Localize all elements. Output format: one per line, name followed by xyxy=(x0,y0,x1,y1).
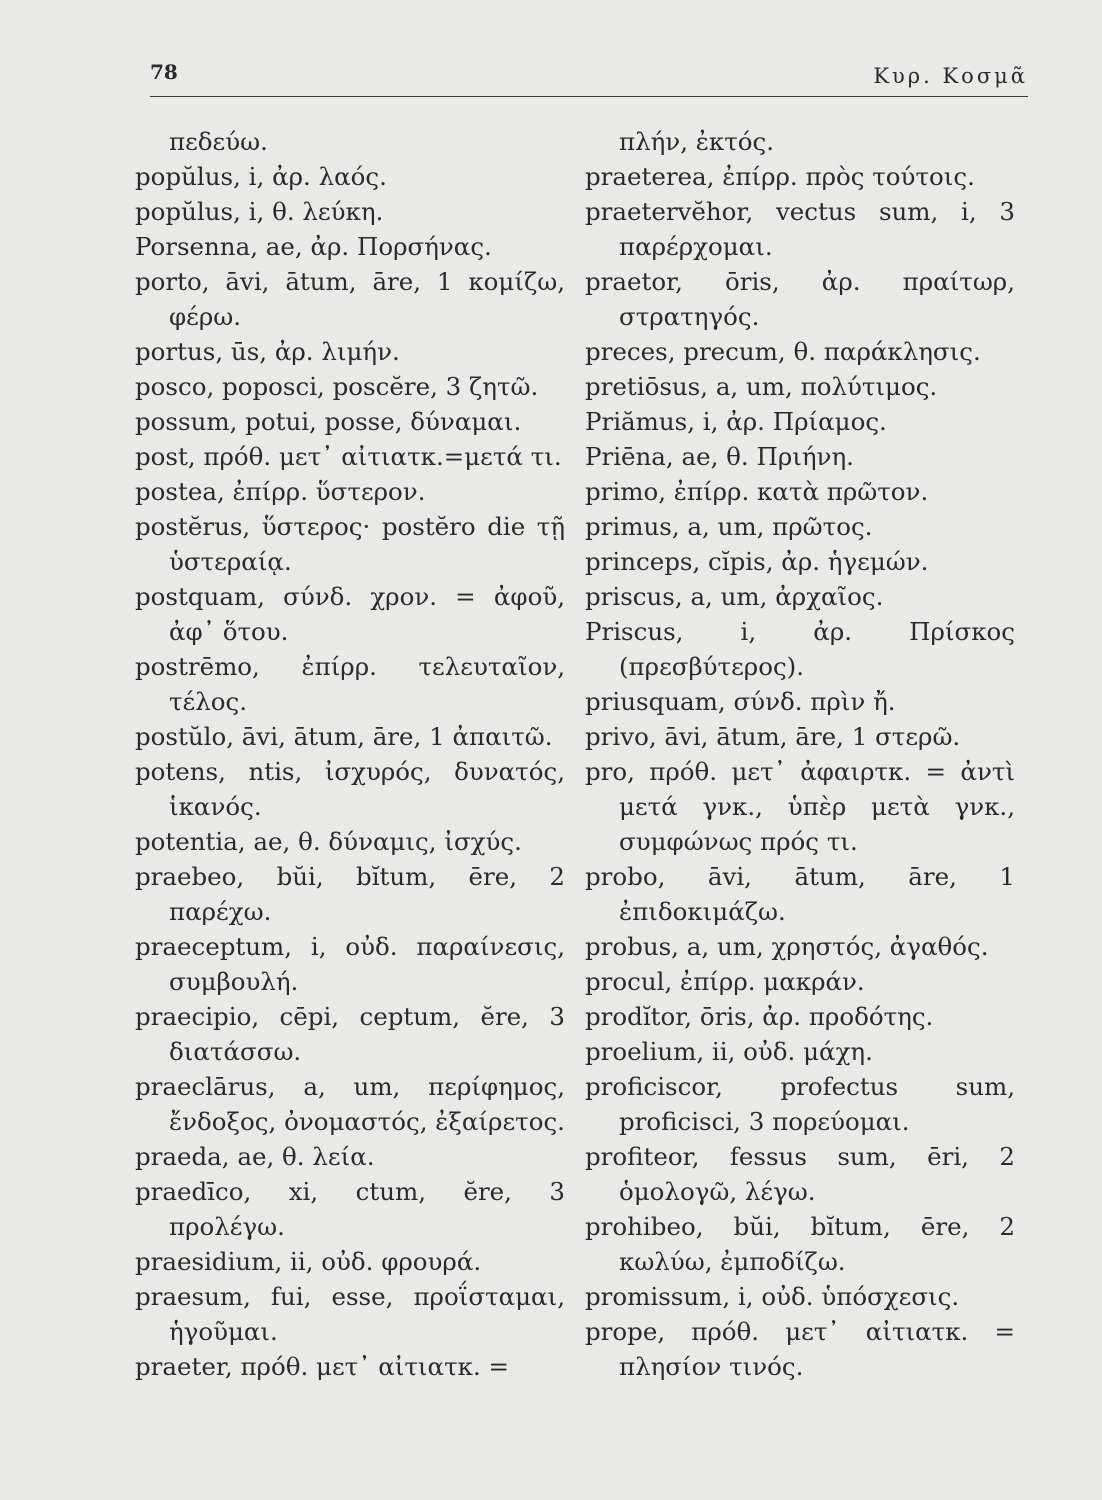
dictionary-entry: pro, πρόθ. μετ᾽ ἀφαιρτκ. = ἀντὶ μετά γνκ., ὑπὲρ μετὰ γνκ., συμφώνως πρός τι. xyxy=(585,757,1015,856)
dictionary-entry: prodĭtor, ōris, ἀρ. προδότης. xyxy=(585,1002,934,1031)
dictionary-entry: postĕrus, ὕστερος· postĕro die τῇ ὑστεραίᾳ. xyxy=(135,512,565,576)
dictionary-entry: potens, ntis, ἰσχυρός, δυνατός, ἱκανός. xyxy=(135,757,565,821)
dictionary-entry: praeclārus, a, um, περίφημος, ἔνδοξος, ὀνομαστός, ἐξαίρετος. xyxy=(135,1072,565,1136)
dictionary-entry: probus, a, um, χρηστός, ἀγαθός. xyxy=(585,932,989,961)
dictionary-entry: praebeo, bŭi, bĭtum, ēre, 2 παρέχω. xyxy=(135,862,565,926)
running-head: Κυρ. Κοσμᾶ xyxy=(873,64,1028,88)
dictionary-entry: procul, ἐπίρρ. μακράν. xyxy=(585,967,865,996)
dictionary-entry: πεδεύω. xyxy=(169,127,268,156)
dictionary-entry: princeps, cĭpis, ἀρ. ἡγεμών. xyxy=(585,547,929,576)
dictionary-entry: Priscus, i, ἀρ. Πρίσκος (πρεσβύτερος). xyxy=(585,617,1015,681)
dictionary-entry: potentia, ae, θ. δύναμις, ἰσχύς. xyxy=(135,827,522,856)
dictionary-entry: praesum, fui, esse, προΐσταμαι, ἡγοῦμαι. xyxy=(135,1282,565,1346)
page-header xyxy=(150,58,1028,97)
dictionary-entry: post, πρόθ. μετ᾽ αἰτιατκ.=μετά τι. xyxy=(135,442,562,471)
page-number: 78 xyxy=(150,60,178,84)
dictionary-entry: praecipio, cēpi, ceptum, ĕre, 3 διατάσσω. xyxy=(135,1002,565,1066)
dictionary-entry: Priămus, i, ἀρ. Πρίαμος. xyxy=(585,407,887,436)
dictionary-entry: praeterea, ἐπίρρ. πρὸς τούτοις. xyxy=(585,162,975,191)
dictionary-entry: priscus, a, um, ἀρχαῖος. xyxy=(585,582,884,611)
dictionary-entry: priusquam, σύνδ. πρὶν ἤ. xyxy=(585,687,896,716)
dictionary-entry: profiteor, fessus sum, ēri, 2 ὁμολογῶ, λέγω. xyxy=(585,1142,1015,1206)
dictionary-entry: praeter, πρόθ. μετ᾽ αἰτιατκ. = xyxy=(135,1352,510,1381)
dictionary-entry: praeda, ae, θ. λεία. xyxy=(135,1142,375,1171)
dictionary-entry: prohibeo, bŭi, bĭtum, ēre, 2 κωλύω, ἐμποδίζω. xyxy=(585,1212,1015,1276)
dictionary-entry: proficiscor, profectus sum, proficisci, 3 πορεύομαι. xyxy=(585,1072,1015,1136)
dictionary-entry: promissum, i, οὐδ. ὑπόσχεσις. xyxy=(585,1282,960,1311)
dictionary-entry: Porsenna, ae, ἀρ. Πορσήνας. xyxy=(135,232,492,261)
left-column xyxy=(135,124,565,1384)
dictionary-entry: popŭlus, i, θ. λεύκη. xyxy=(135,197,384,226)
dictionary-entry: praedīco, xi, ctum, ĕre, 3 προλέγω. xyxy=(135,1177,565,1241)
dictionary-entry: porto, āvi, ātum, āre, 1 κομίζω, φέρω. xyxy=(135,267,565,331)
dictionary-entry: postŭlo, āvi, ātum, āre, 1 ἀπαιτῶ. xyxy=(135,722,553,751)
dictionary-entry: primus, a, um, πρῶτος. xyxy=(585,512,873,541)
dictionary-entry: popŭlus, i, ἀρ. λαός. xyxy=(135,162,387,191)
dictionary-entry: probo, āvi, ātum, āre, 1 ἐπιδοκιμάζω. xyxy=(585,862,1015,926)
dictionary-entry: πλήν, ἐκτός. xyxy=(619,127,775,156)
dictionary-entry: pretiōsus, a, um, πολύτιμος. xyxy=(585,372,938,401)
dictionary-entry: praetor, ōris, ἀρ. πραίτωρ, στρατηγός. xyxy=(585,267,1015,331)
dictionary-entry: privo, āvi, ātum, āre, 1 στερῶ. xyxy=(585,722,961,751)
dictionary-entry: praetervĕhor, vectus sum, i, 3 παρέρχομαι. xyxy=(585,197,1015,261)
dictionary-entry: postrēmo, ἐπίρρ. τελευταῖον, τέλος. xyxy=(135,652,565,716)
dictionary-entry: praesidium, ii, οὐδ. φρουρά. xyxy=(135,1247,482,1276)
dictionary-entry: preces, precum, θ. παράκλησις. xyxy=(585,337,981,366)
right-column xyxy=(585,124,1015,1384)
dictionary-entry: postquam, σύνδ. χρον. = ἀφοῦ, ἀφ᾽ ὅτου. xyxy=(135,582,565,646)
dictionary-entry: proelium, ii, οὐδ. μάχη. xyxy=(585,1037,873,1066)
dictionary-entry: Priēna, ae, θ. Πριήνη. xyxy=(585,442,854,471)
dictionary-entry: portus, ūs, ἀρ. λιμήν. xyxy=(135,337,400,366)
dictionary-entry: posco, poposci, poscĕre, 3 ζητῶ. xyxy=(135,372,539,401)
dictionary-entry: primo, ἐπίρρ. κατὰ πρῶτον. xyxy=(585,477,929,506)
dictionary-entry: praeceptum, i, οὐδ. παραίνεσις, συμβουλή. xyxy=(135,932,565,996)
dictionary-entry: postea, ἐπίρρ. ὕστερον. xyxy=(135,477,426,506)
dictionary-entry: possum, potui, posse, δύναμαι. xyxy=(135,407,522,436)
dictionary-entry: prope, πρόθ. μετ᾽ αἰτιατκ. = πλησίον τινός. xyxy=(585,1317,1015,1381)
